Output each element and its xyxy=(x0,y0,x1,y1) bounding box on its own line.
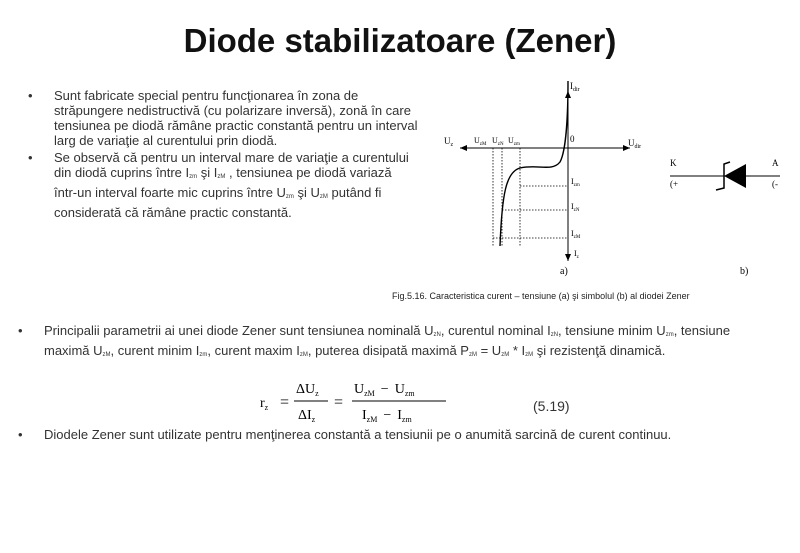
symbol-k-label: K xyxy=(670,158,677,168)
bullet-text: Diodele Zener sunt utilizate pentru menţinerea constantă a tensiunii pe o anumită sarcină de curent continuu. xyxy=(44,427,672,442)
bullet-text: putând fi considerată că rămâne practic constantă. xyxy=(54,185,382,220)
bullet-text: , puterea disipată maximă P xyxy=(307,343,469,358)
bullet-subscript: zm xyxy=(665,332,674,338)
bullet-text: , tensiune minim U xyxy=(558,323,666,338)
uz-arrow xyxy=(460,145,467,151)
origin-label: 0 xyxy=(570,134,575,144)
bullet-subscript: zM xyxy=(102,352,111,358)
iz-arrow xyxy=(565,254,571,261)
formula-eq2: = xyxy=(334,394,344,411)
label-b: b) xyxy=(740,266,749,277)
bullet-subscript: zN xyxy=(433,332,441,338)
bullet-text: Sunt fabricate special pentru funcţionarea în zona de străpungere nedistructivă (cu polarizare inversă), zonă în care tensiunea pe diodă rămâne practic constantă pentru un interval larg de variaţie al curentului prin diodă. xyxy=(54,88,418,148)
bullet-subscript: zm xyxy=(199,352,208,358)
symbol-triangle xyxy=(724,164,746,188)
bullet-text: * I xyxy=(509,343,526,358)
zener-curve xyxy=(500,81,568,246)
label-a: a) xyxy=(560,266,568,277)
iz-label: $I_z$ xyxy=(574,249,579,260)
bullet-text: şi I xyxy=(197,165,218,180)
uzm-big-label: $U_{zM}$ xyxy=(474,136,487,147)
symbol-a-sign: (- xyxy=(772,179,778,189)
izm-big-label: $I_{zM}$ xyxy=(571,229,581,240)
formula-lhs: $r_z$ xyxy=(260,396,269,412)
formula-num2: $U_{zM} - U_{zm}$ xyxy=(354,382,415,398)
formula-den1: $\Delta I_z$ xyxy=(298,408,316,424)
uz-label: $U_z$ xyxy=(444,136,454,148)
izm-small-label: $I_{zm}$ xyxy=(571,177,580,188)
bullet-text: , curentul nominal I xyxy=(440,323,551,338)
bullet-text: , tensiune maximă U xyxy=(44,323,731,358)
uzn-label: $U_{zN}$ xyxy=(492,136,504,147)
zener-characteristic-diagram xyxy=(430,76,800,286)
bullet-subscript: zM xyxy=(501,352,510,358)
bullet-item xyxy=(28,150,418,220)
bullet-text: , curent minim I xyxy=(110,343,200,358)
bullet-marker: • xyxy=(28,88,33,103)
bullet-subscript: zM xyxy=(468,352,477,358)
bullet-marker: • xyxy=(18,323,23,338)
bullet-subscript: zm xyxy=(189,174,198,180)
bullet-text: şi U xyxy=(293,185,320,200)
bullet-text: , curent maxim I xyxy=(207,343,300,358)
figure-caption: Fig.5.16. Caracteristica curent – tensiune (a) şi simbolul (b) al diodei Zener xyxy=(392,291,690,301)
izn-label: $I_{zN}$ xyxy=(571,202,580,213)
bullet-subscript: zN xyxy=(550,332,559,338)
uzm-small-label: $U_{zm}$ xyxy=(508,136,520,147)
bullet-marker: • xyxy=(28,150,33,165)
bullet-text: Se observă că pentru un interval mare de variaţie a curentului din diodă cuprins între I xyxy=(54,150,409,180)
equation-number: (5.19) xyxy=(533,398,570,414)
bullet-subscript: zM xyxy=(299,352,308,358)
formula-num1: $\Delta U_z$ xyxy=(296,382,319,398)
bullet-subscript: zM xyxy=(319,194,328,200)
top-bullet-list xyxy=(28,88,418,222)
bullet-text: şi rezistenţă dinamică. xyxy=(533,343,666,358)
bullet-item xyxy=(28,88,418,148)
bullet-item xyxy=(18,323,778,363)
formula-den2: $I_{zM} - I_{zm}$ xyxy=(362,408,412,424)
bullet-marker: • xyxy=(18,427,23,442)
udir-label: $U_{dir}$ xyxy=(628,138,642,150)
bullet-subscript: zM xyxy=(525,352,534,358)
symbol-a-label: A xyxy=(772,158,779,168)
bullet-text: , tensiunea pe diodă variază într-un interval foarte mic cuprins între U xyxy=(54,165,392,200)
bullet-subscript: zM xyxy=(217,174,226,180)
symbol-k-sign: (+ xyxy=(670,179,679,189)
bullet-subscript: zm xyxy=(285,194,294,200)
dynamic-resistance-formula xyxy=(258,375,468,431)
idir-label: $I_{dir}$ xyxy=(570,81,580,93)
formula-eq1: = xyxy=(280,394,290,411)
bullet-text: Principalii parametrii ai unei diode Zener sunt tensiunea nominală U xyxy=(44,323,434,338)
zener-symbol xyxy=(670,158,780,190)
slide-title: Diode stabilizatoare (Zener) xyxy=(183,22,617,59)
bullet-text: = U xyxy=(476,343,502,358)
